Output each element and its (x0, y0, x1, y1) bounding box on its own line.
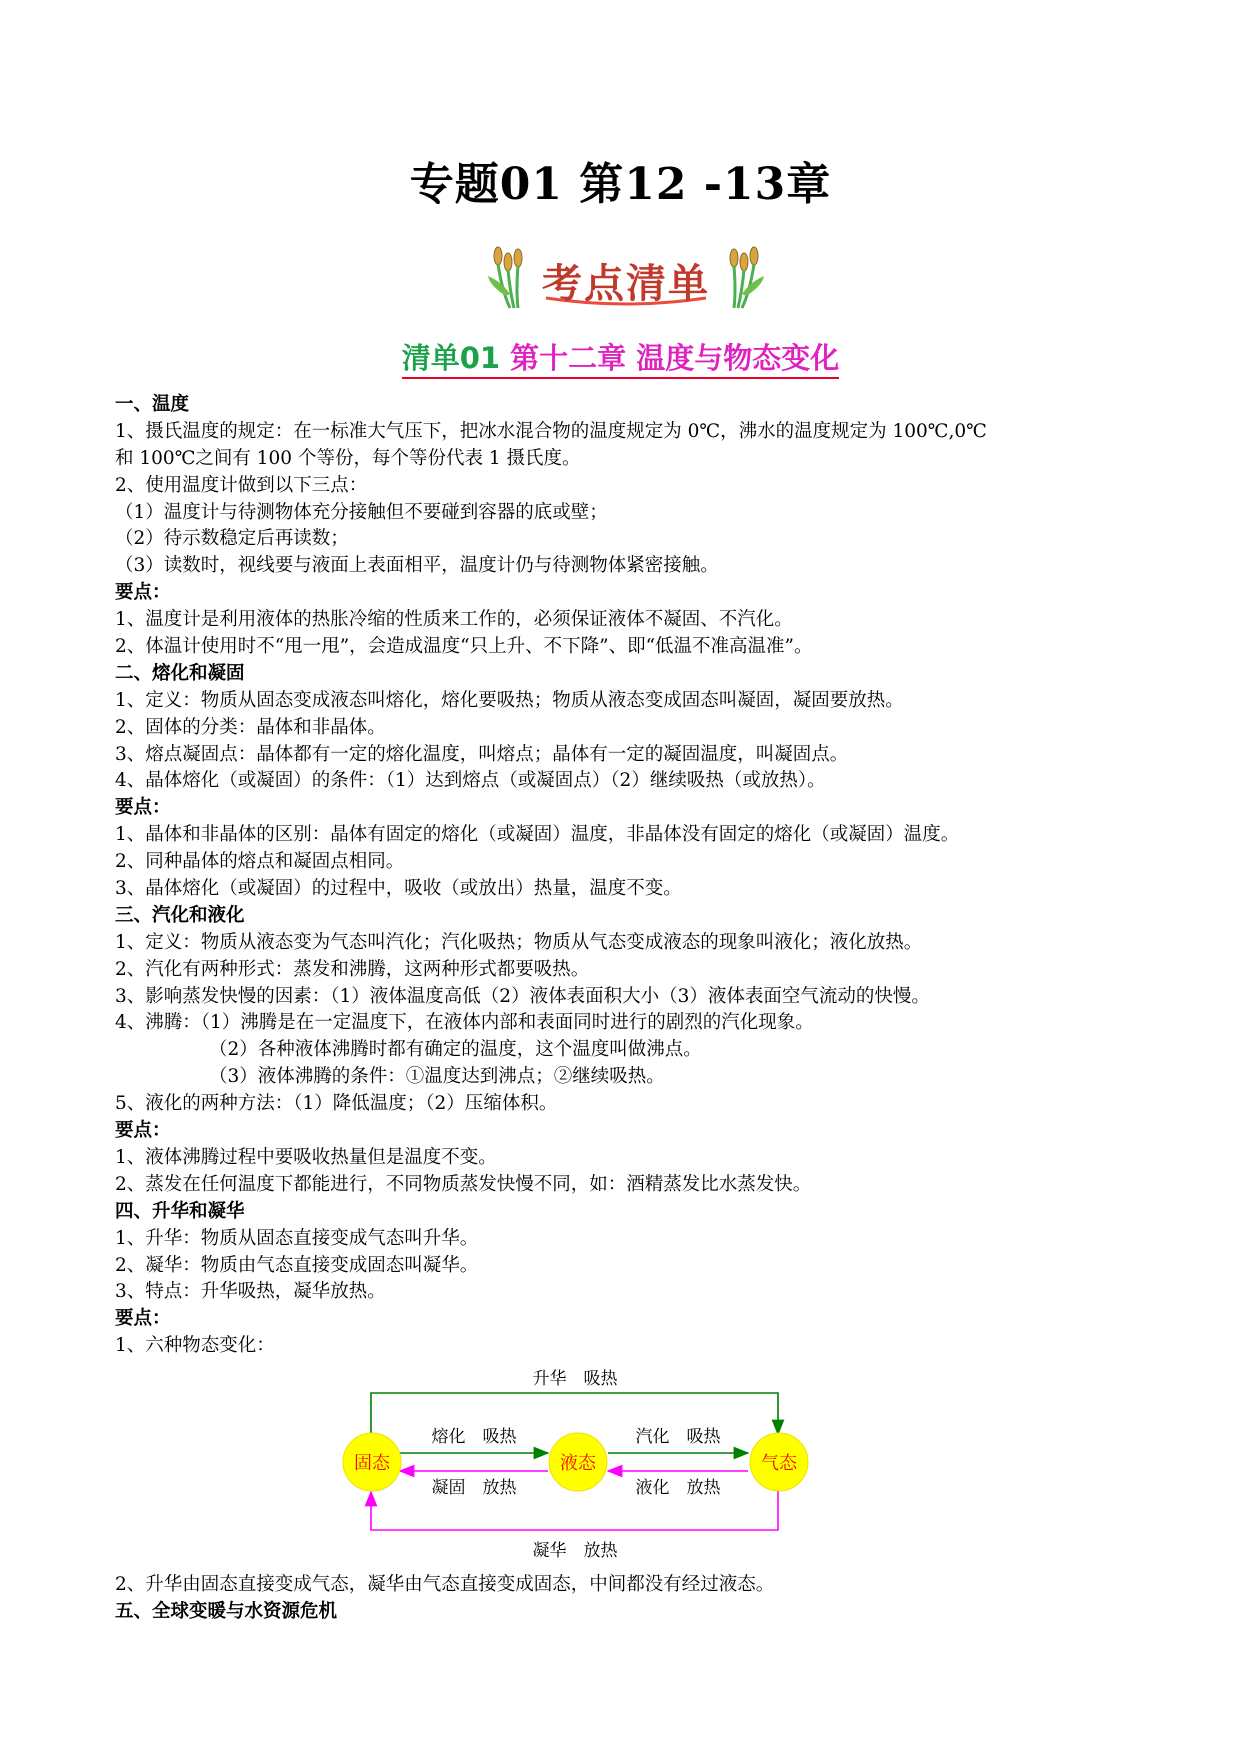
text-line: （2）待示数稳定后再读数； (115, 528, 349, 550)
text-line: 2、升华由固态直接变成气态，凝华由气态直接变成固态，中间都没有经过液态。 (115, 1574, 775, 1596)
text-line: （3）读数时，视线要与液面上表面相平，温度计仍与待测物体紧密接触。 (115, 555, 719, 577)
phase-change-diagram (115, 1360, 1145, 1572)
text-line: 4、沸腾：（1）沸腾是在一定温度下，在液体内部和表面同时进行的剧烈的汽化现象。 (115, 1012, 814, 1034)
text-line: 3、特点：升华吸热，凝华放热。 (115, 1281, 386, 1303)
text-line: 1、温度计是利用液体的热胀冷缩的性质来工作的，必须保证液体不凝固、不汽化。 (115, 609, 793, 631)
exam-points-badge (476, 236, 776, 316)
text-line: 2、凝华：物质由气态直接变成固态叫凝华。 (115, 1254, 479, 1276)
vaporization-label: 汽化 吸热 (635, 1427, 721, 1448)
heading-melting: 二、熔化和凝固 (115, 662, 245, 684)
key-points-label: 要点： (115, 1308, 171, 1330)
text-line: （3）液体沸腾的条件：①温度达到沸点；②继续吸热。 (209, 1066, 665, 1088)
text-line: 4、晶体熔化（或凝固）的条件：（1）达到熔点（或凝固点）（2）继续吸热（或放热）。 (115, 770, 826, 792)
text-line: 1、升华：物质从固态直接变成气态叫升华。 (115, 1227, 479, 1249)
section-title (0, 336, 1241, 377)
heading-sublimation: 四、升华和凝华 (115, 1200, 245, 1222)
key-points-label: 要点： (115, 797, 171, 819)
text-line: 2、固体的分类：晶体和非晶体。 (115, 716, 386, 738)
text-line: 1、液体沸腾过程中要吸收热量但是温度不变。 (115, 1146, 497, 1168)
condensation-label: 液化 放热 (635, 1478, 721, 1499)
text-line: （1）温度计与待测物体充分接触但不要碰到容器的底或壁； (115, 501, 608, 523)
text-line: 1、晶体和非晶体的区别：晶体有固定的熔化（或凝固）温度，非晶体没有固定的熔化（或凝固）温度。 (115, 824, 960, 846)
content-body (115, 392, 1145, 1626)
key-points-label: 要点： (115, 1120, 171, 1142)
deposition-label: 凝华 放热 (532, 1541, 618, 1562)
text-line: 2、体温计使用时不“甩一甩”，会造成温度“只上升、不下降”、即“低温不准高温准”。 (115, 636, 813, 658)
section-chapter: 第十二章 (510, 341, 627, 375)
text-line: 1、定义：物质从固态变成液态叫熔化，熔化要吸热；物质从液态变成固态叫凝固，凝固要放热。 (115, 689, 904, 711)
text-line: 1、定义：物质从液态变为气态叫汽化；汽化吸热；物质从气态变成液态的现象叫液化；液化放热。 (115, 931, 923, 953)
text-line: 3、影响蒸发快慢的因素：（1）液体温度高低（2）液体表面积大小（3）液体表面空气流动的快慢。 (115, 985, 930, 1007)
section-prefix: 清单01 (401, 341, 501, 375)
text-line: 1、摄氏温度的规定：在一标准大气压下，把冰水混合物的温度规定为 0℃，沸水的温度规定为 100℃,0℃ (115, 420, 987, 442)
liquid-label: 液态 (560, 1453, 596, 1475)
section-topic: 温度与物态变化 (636, 341, 840, 375)
text-line: 和 100℃之间有 100 个等份，每个等份代表 1 摄氏度。 (115, 447, 581, 469)
text-line: 2、蒸发在任何温度下都能进行，不同物质蒸发快慢不同，如：酒精蒸发比水蒸发快。 (115, 1173, 812, 1195)
text-line: 2、使用温度计做到以下三点： (115, 474, 368, 496)
badge-label: 考点清单 (542, 261, 710, 307)
text-line: 1、六种物态变化： (115, 1335, 275, 1357)
heading-temperature: 一、温度 (115, 394, 190, 415)
heading-global-warming: 五、全球变暖与水资源危机 (115, 1600, 338, 1622)
key-points-label: 要点： (115, 582, 171, 604)
heading-vaporization: 三、汽化和液化 (115, 904, 245, 926)
sublimation-label: 升华 吸热 (532, 1369, 618, 1390)
text-line: 3、晶体熔化（或凝固）的过程中，吸收（或放出）热量，温度不变。 (115, 878, 682, 900)
freezing-label: 凝固 放热 (431, 1478, 517, 1499)
gas-label: 气态 (761, 1453, 797, 1475)
text-line: 2、汽化有两种形式：蒸发和沸腾，这两种形式都要吸热。 (115, 958, 590, 980)
page-title: 专题01 第12 -13章 (409, 159, 832, 210)
text-line: 3、熔点凝固点：晶体都有一定的熔化温度，叫熔点；晶体有一定的凝固温度，叫凝固点。 (115, 743, 849, 765)
text-line: （2）各种液体沸腾时都有确定的温度，这个温度叫做沸点。 (209, 1039, 702, 1061)
text-line: 5、液化的两种方法：（1）降低温度；（2）压缩体积。 (115, 1093, 558, 1115)
text-line: 2、同种晶体的熔点和凝固点相同。 (115, 851, 405, 873)
melting-label: 熔化 吸热 (431, 1427, 517, 1448)
solid-label: 固态 (354, 1453, 390, 1475)
